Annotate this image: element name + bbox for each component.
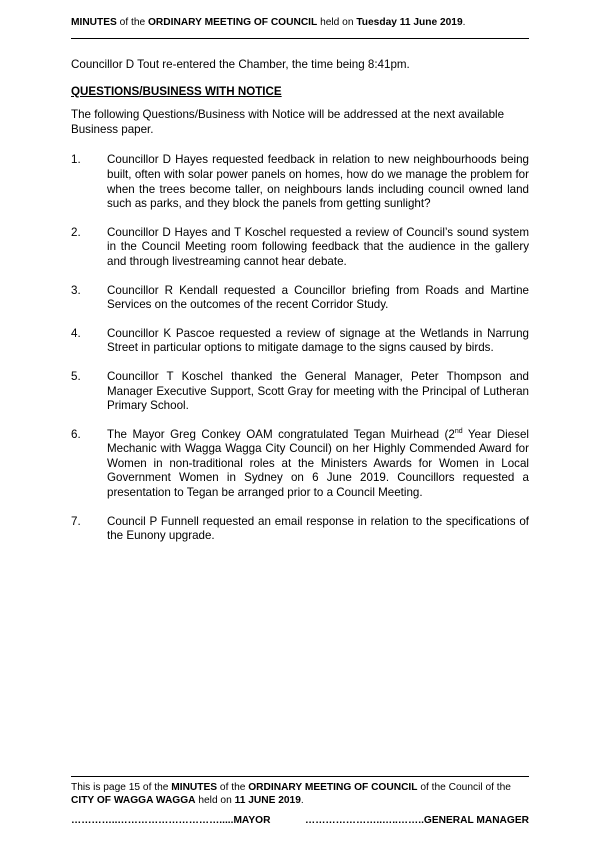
header-text-3: . [462,17,466,28]
header-divider [71,38,529,39]
list-item [71,284,529,313]
list-item [71,515,529,544]
footer-city: CITY OF WAGGA WAGGA [71,795,196,806]
page-footer [71,781,529,807]
item-number: 3. [71,283,81,297]
item-number: 4. [71,326,81,340]
item-text: Councillor D Hayes requested feedback in relation to new neighbourhoods being built, often with solar power panels on homes, how do we manage the problem for when the trees become taller, on neighbours lands including council owned land such as parks, and they block the panels from getting sunlight? [107,153,529,211]
footer-text-4: held on [195,795,235,806]
footer-text-2: of the [217,782,249,793]
signature-line [71,815,529,826]
section-heading: QUESTIONS/BUSINESS WITH NOTICE [71,84,282,98]
header-meeting: ORDINARY MEETING OF COUNCIL [148,17,318,28]
ordinal-suffix: nd [454,427,463,435]
general-manager-signature: …………………..…..……..GENERAL MANAGER [305,815,529,826]
footer-text-1: This is page 15 of the [71,782,172,793]
list-item [71,327,529,356]
footer-minutes: MINUTES [171,782,218,793]
item-text: Councillor R Kendall requested a Councillor briefing from Roads and Martine Services on the outcomes of the recent Corridor Study. [107,283,529,312]
item-text-end: Year Diesel Mechanic with Wagga Wagga City Council) on her Highly Commended Award for Women in non-traditional roles at the Ministers Awards for Women in Local Government Women in Sydney on 6 June 2019. Councillors requested a presentation to Tegan be arranged prior to a Council Meeting. [107,427,530,500]
item-number: 7. [71,514,81,528]
document-body [71,58,529,558]
footer-text-5: . [300,795,304,806]
item-number: 6. [71,427,81,441]
footer-meeting: ORDINARY MEETING OF COUNCIL [248,782,418,793]
header-text-1: of the [116,17,148,28]
item-text-start: The Mayor Greg Conkey OAM congratulated Tegan Muirhead (2 [107,427,455,441]
footer-text-3: of the Council of the [417,782,511,793]
item-number: 2. [71,225,81,239]
header-minutes: MINUTES [71,17,117,28]
item-text: Councillor T Koschel thanked the General Manager, Peter Thompson and Manager Executive Support, Scott Gray for meeting with the Principal of Lutheran Primary School. [107,369,529,413]
mayor-signature: …………..………………………….....MAYOR [71,815,271,826]
section-intro: The following Questions/Business with Notice will be addressed at the next available Business paper. [71,108,505,136]
list-item [71,153,529,211]
item-text: Council P Funnell requested an email response in relation to the specifications of the Eunony upgrade. [107,514,529,543]
item-text [107,428,529,501]
page-header [71,16,529,29]
footer-divider [71,776,529,777]
re-entry-note: Councillor D Tout re-entered the Chamber, the time being 8:41pm. [71,58,410,71]
list-item [71,226,529,270]
item-number: 5. [71,369,81,383]
list-item [71,428,529,501]
item-text: Councillor D Hayes and T Koschel requested a review of Council’s sound system in the Council Meeting room following feedback that the audience in the gallery and through livestreaming cannot hear debate. [107,225,529,268]
footer-date: 11 JUNE 2019 [234,795,301,806]
item-number: 1. [71,153,81,167]
item-text: Councillor K Pascoe requested a review of signage at the Wetlands in Narrung Street in particular options to mitigate damage to the signs caused by birds. [107,326,529,355]
header-text-2: held on [317,17,357,28]
header-date: Tuesday 11 June 2019 [356,17,463,28]
list-item [71,370,529,414]
